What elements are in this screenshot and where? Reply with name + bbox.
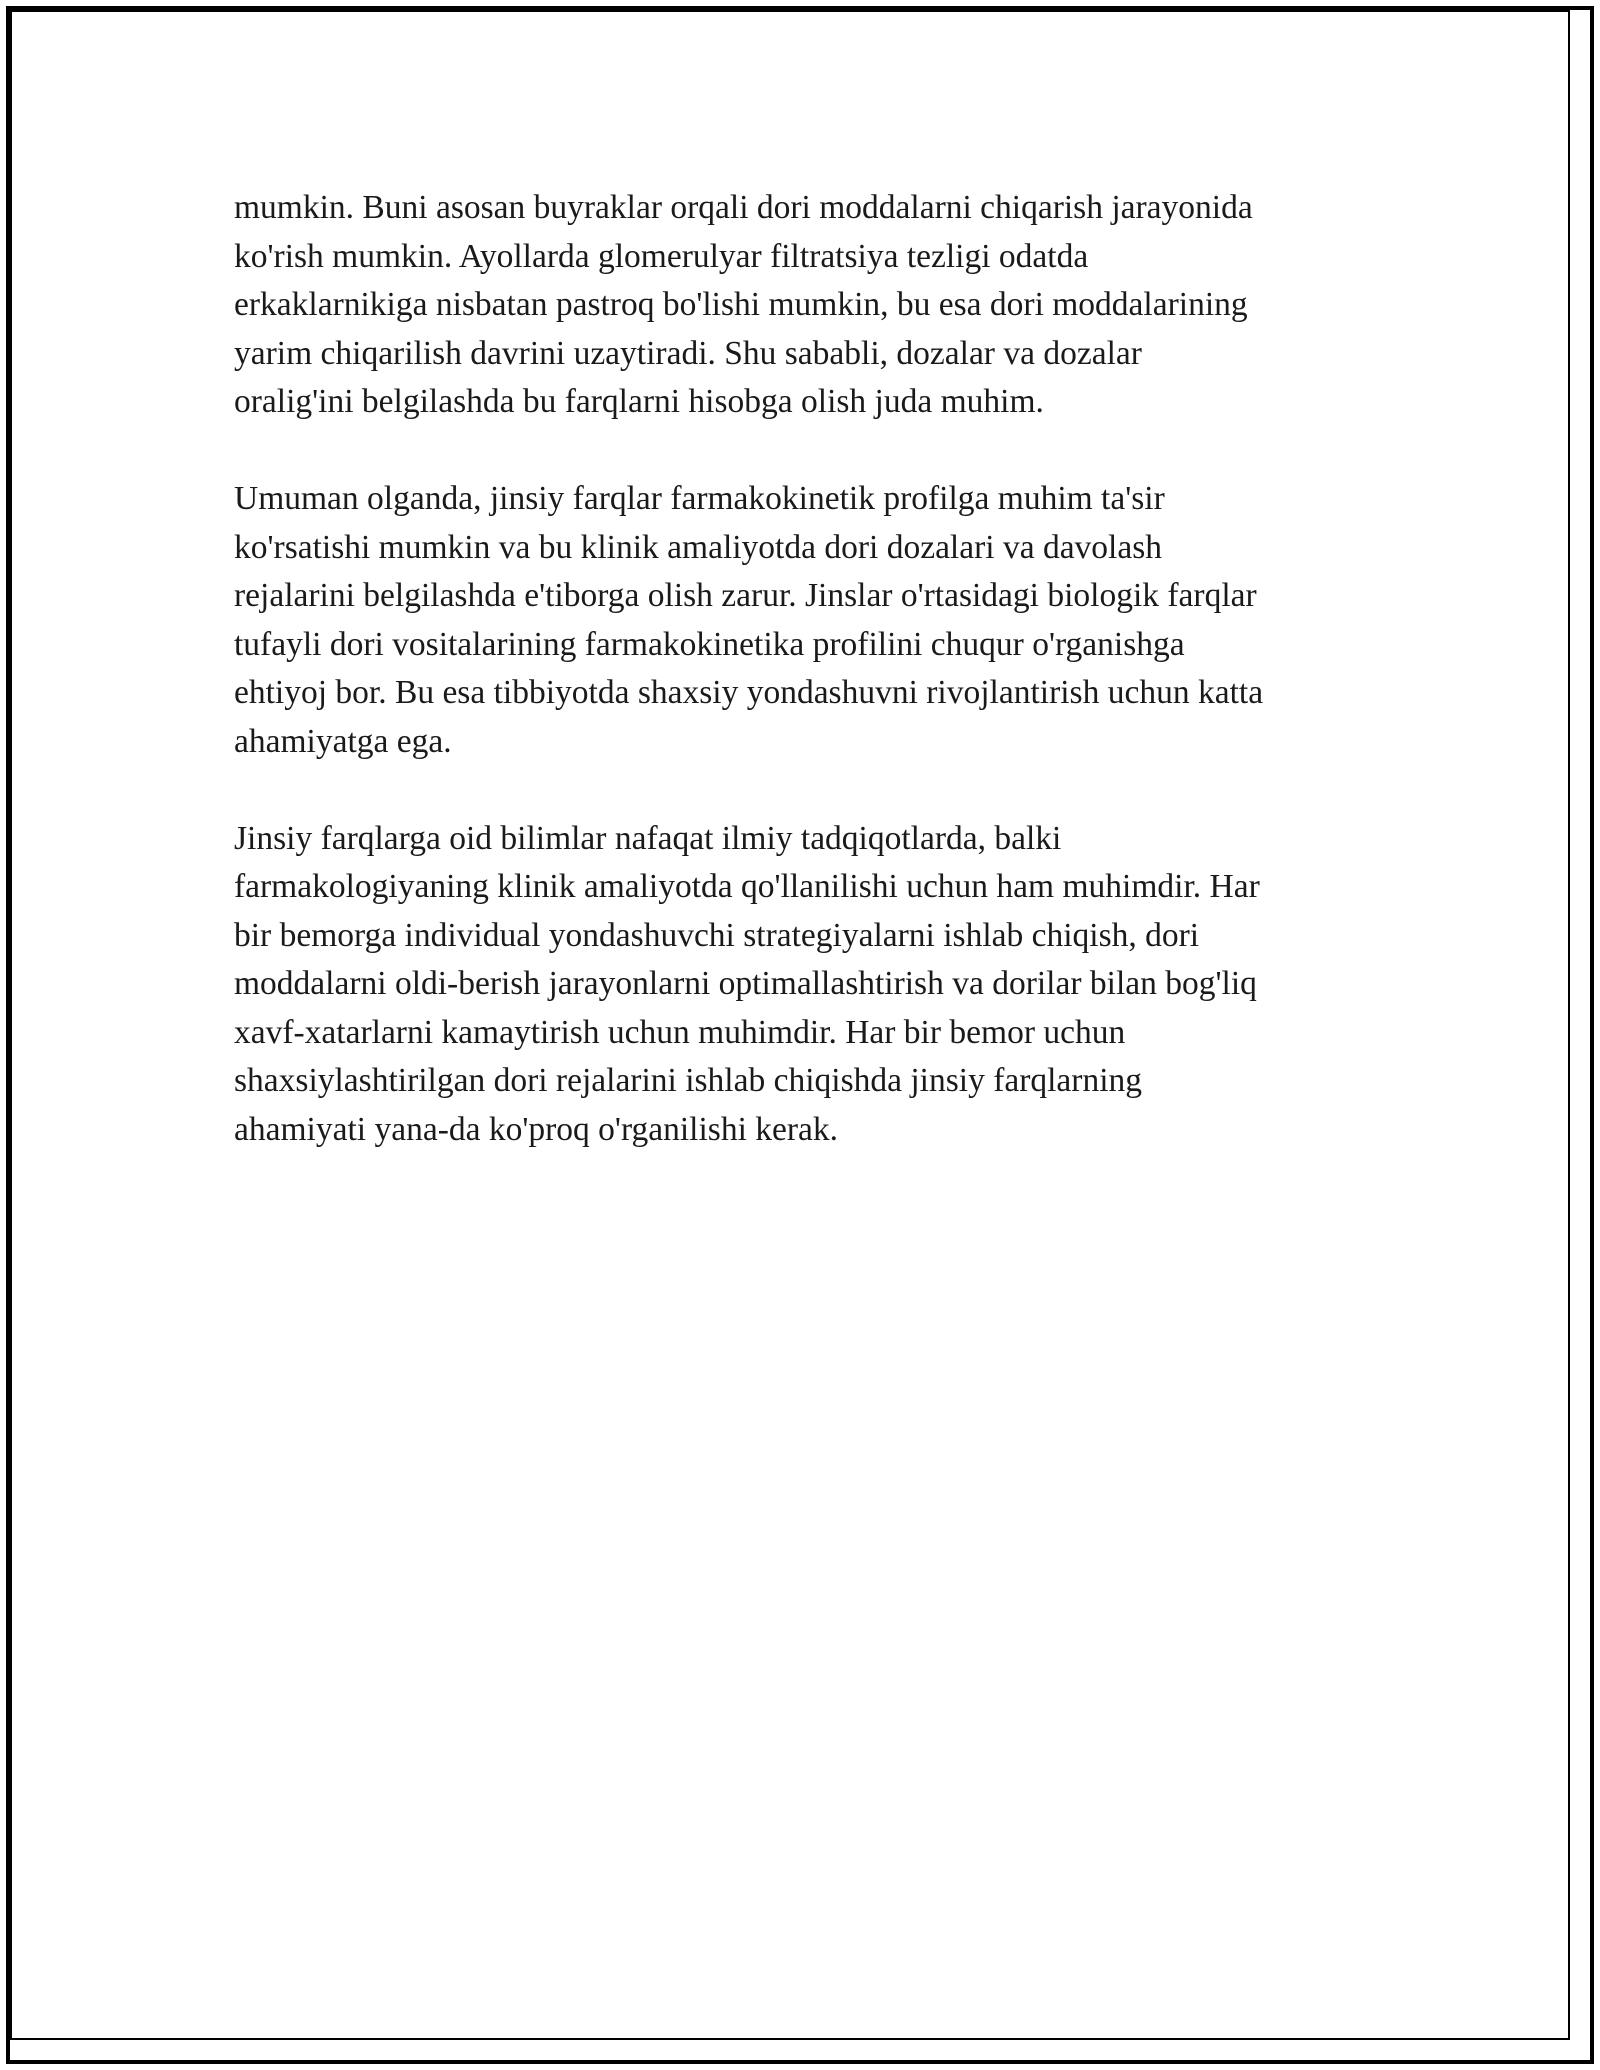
text-line: moddalarni oldi-berish jarayonlarni optimallashtirish va dorilar bilan bog'liq bbox=[234, 965, 1257, 1002]
text-line: ahamiyati yana-da ko'proq o'rganilishi kerak. bbox=[234, 1110, 839, 1148]
text-line: oralig'ini belgilashda bu farqlarni hisobga olish juda muhim. bbox=[234, 383, 1044, 420]
text-line: mumkin. Buni asosan buyraklar orqali dori moddalarni chiqarish jarayonida bbox=[234, 189, 1253, 226]
text-line: shaxsiylashtirilgan dori rejalarini ishlab chiqishda jinsiy farqlarning bbox=[234, 1062, 1143, 1099]
text-line: ko'rish mumkin. Ayollarda glomerulyar filtratsiya tezligi odatda bbox=[234, 237, 1089, 275]
document-body bbox=[234, 184, 1374, 1203]
text-line: yarim chiqarilish davrini uzaytiradi. Shu sababli, dozalar va dozalar bbox=[234, 334, 1142, 372]
text-line: xavf-xatarlarni kamaytirish uchun muhimdir. Har bir bemor uchun bbox=[234, 1013, 1126, 1051]
text-line: rejalarini belgilashda e'tiborga olish zarur. Jinslar o'rtasidagi biologik farqlar bbox=[234, 577, 1257, 614]
paragraph-3 bbox=[234, 815, 1374, 1155]
paragraph-2 bbox=[234, 475, 1374, 766]
text-line: farmakologiyaning klinik amaliyotda qo'llanilishi uchun ham muhimdir. Har bbox=[234, 868, 1260, 905]
text-line: Jinsiy farqlarga oid bilimlar nafaqat ilmiy tadqiqotlarda, balki bbox=[234, 819, 1062, 857]
text-line: bir bemorga individual yondashuvchi strategiyalarni ishlab chiqish, dori bbox=[234, 916, 1200, 954]
paragraph-1 bbox=[234, 184, 1374, 427]
text-line: Umuman olganda, jinsiy farqlar farmakokinetik profilga muhim ta'sir bbox=[234, 480, 1165, 517]
text-line: ehtiyoj bor. Bu esa tibbiyotda shaxsiy yondashuvni rivojlantirish uchun katta bbox=[234, 674, 1264, 711]
text-line: tufayli dori vositalarining farmakokinetika profilini chuqur o'rganishga bbox=[234, 625, 1185, 663]
text-line: ahamiyatga ega. bbox=[234, 722, 452, 760]
text-line: ko'rsatishi mumkin va bu klinik amaliyotda dori dozalari va davolash bbox=[234, 528, 1163, 566]
text-line: erkaklarnikiga nisbatan pastroq bo'lishi mumkin, bu esa dori moddalarining bbox=[234, 286, 1248, 323]
